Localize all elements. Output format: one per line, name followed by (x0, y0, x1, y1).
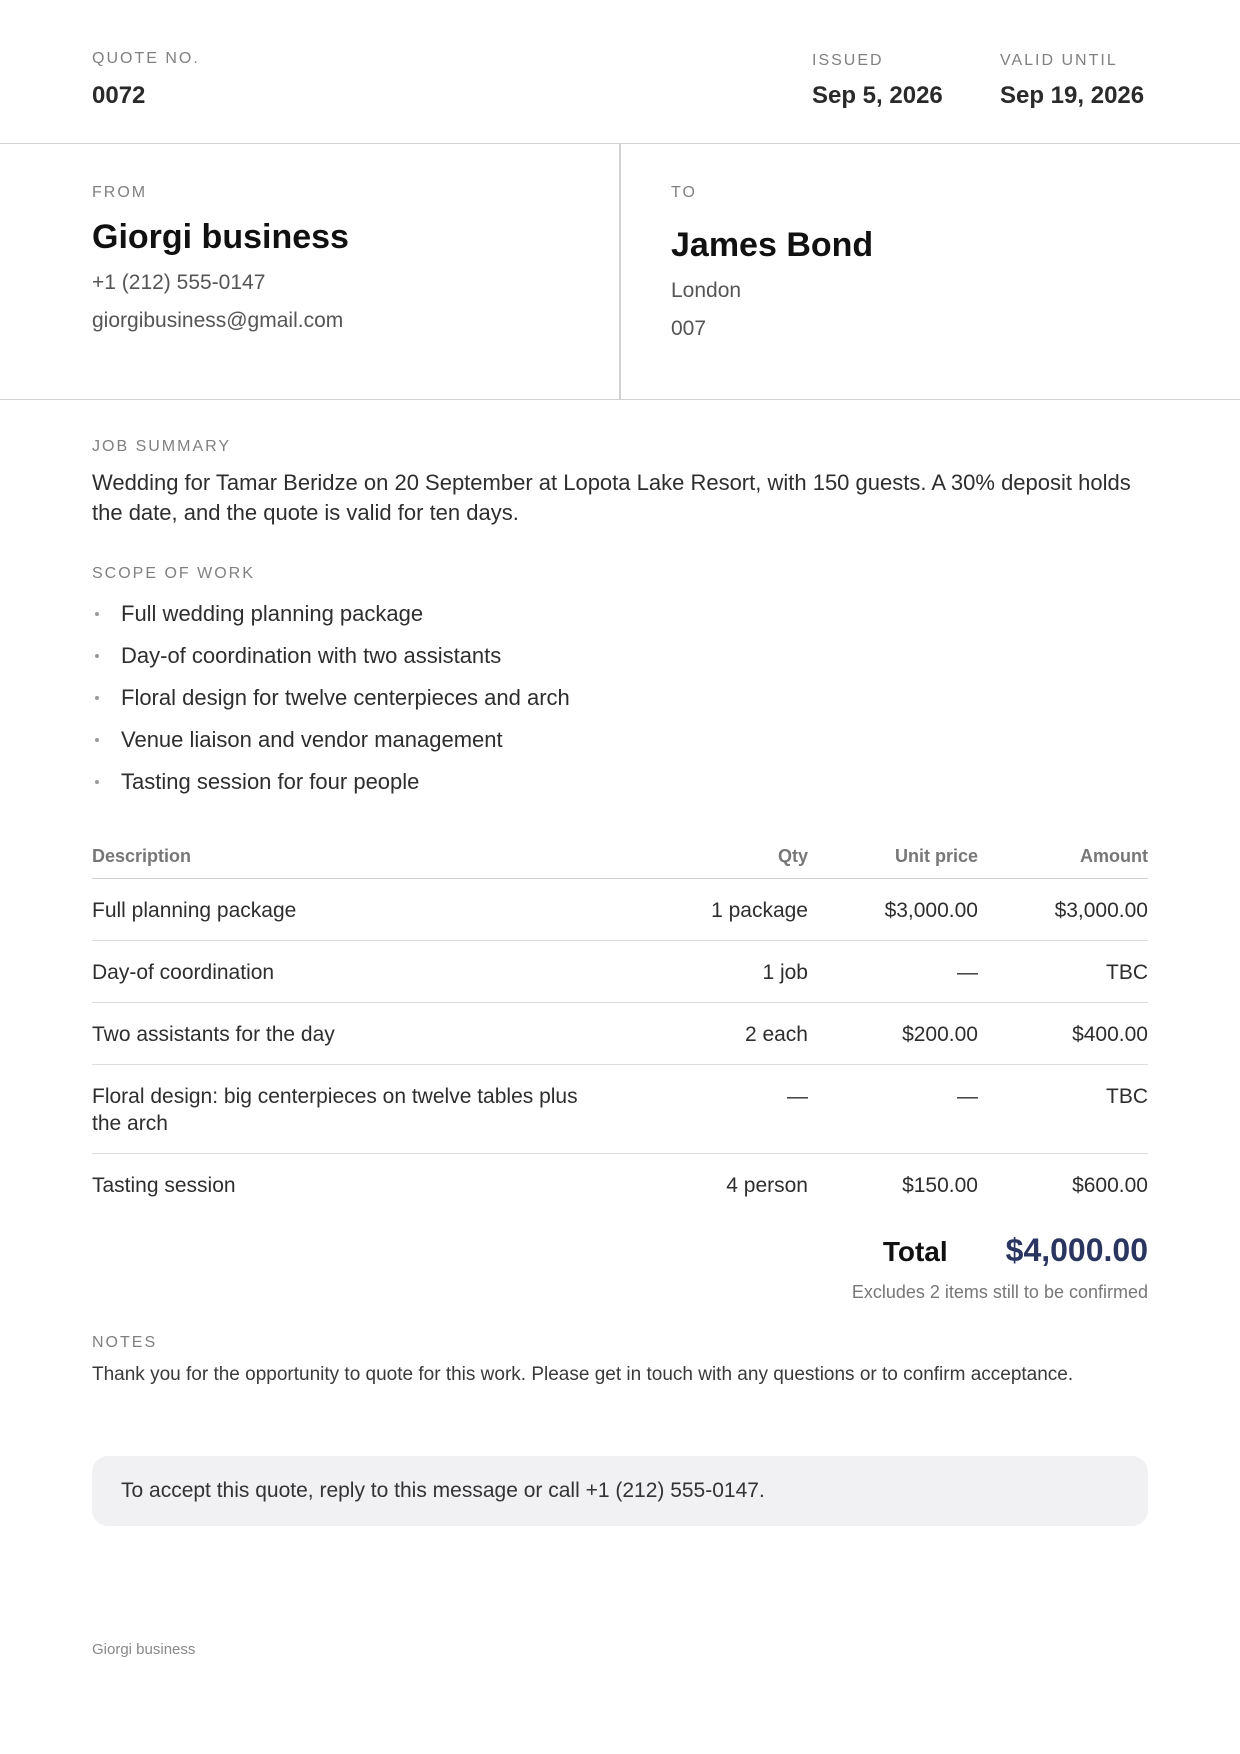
from-block (92, 184, 349, 333)
row-qty: 1 job (652, 940, 808, 1002)
scope-label: SCOPE OF WORK (92, 565, 255, 582)
row-amount: $600.00 (1072, 1173, 1148, 1197)
from-phone: +1 (212) 555-0147 (92, 271, 266, 294)
scope-item: Day-of coordination with two assistants (92, 635, 1148, 677)
line-items-table (92, 836, 1148, 1215)
parties-divider (619, 144, 621, 400)
total-note: Excludes 2 items still to be confirmed (851, 1282, 1148, 1302)
table-row (92, 878, 1148, 940)
scope-item: Tasting session for four people (92, 761, 1148, 803)
notes-label: NOTES (92, 1334, 158, 1351)
valid-until-date: Sep 19, 2026 (1000, 82, 1145, 109)
total-value: $4,000.00 (1005, 1232, 1148, 1268)
issued-label: ISSUED (812, 52, 884, 69)
scope-of-work (92, 565, 1148, 803)
header-unit-price: Unit price (808, 836, 978, 878)
parties-section (0, 144, 1240, 400)
job-summary-label: JOB SUMMARY (92, 438, 232, 455)
scope-list (92, 593, 1148, 803)
accept-instructions: To accept this quote, reply to this message or call +1 (212) 555-0147. (92, 1456, 1148, 1526)
quote-number-block (92, 50, 200, 110)
scope-item: Floral design for twelve centerpieces and arch (92, 677, 1148, 719)
header-description: Description (92, 836, 652, 878)
issued-date: Sep 5, 2026 (812, 82, 943, 109)
row-unit-price: $3,000.00 (808, 878, 978, 940)
scope-item: Venue liaison and vendor management (92, 719, 1148, 761)
valid-until-label: VALID UNTIL (1000, 52, 1118, 69)
to-reference: 007 (671, 317, 707, 340)
table-row (92, 1064, 1148, 1153)
header-qty: Qty (652, 836, 808, 878)
header-amount: Amount (978, 836, 1148, 878)
row-amount: $3,000.00 (978, 878, 1148, 940)
table-row (92, 940, 1148, 1002)
row-description: Full planning package (92, 878, 652, 940)
row-qty: — (652, 1064, 808, 1153)
from-label: FROM (92, 184, 148, 201)
from-name: Giorgi business (92, 218, 349, 256)
row-amount: TBC (978, 1064, 1148, 1153)
quote-header (0, 0, 1240, 144)
row-description: Floral design: big centerpieces on twelve tables plus the arch (92, 1064, 652, 1153)
row-qty: 4 person (726, 1173, 808, 1197)
job-summary-text: Wedding for Tamar Beridze on 20 September at Lopota Lake Resort, with 150 guests. A 30% deposit holds the date, and the quote is valid for ten days. (92, 470, 1131, 525)
row-qty: 2 each (652, 1002, 808, 1064)
job-summary (92, 438, 1148, 528)
row-amount: TBC (978, 940, 1148, 1002)
to-city: London (671, 279, 742, 302)
row-unit-price: $150.00 (902, 1173, 978, 1197)
row-unit-price: — (808, 940, 978, 1002)
table-row (92, 1002, 1148, 1064)
table-header-row (92, 836, 1148, 878)
total-row (883, 1232, 1148, 1269)
valid-until-block (1000, 52, 1144, 110)
to-block (671, 184, 873, 341)
row-description: Tasting session (92, 1173, 236, 1197)
total-label: Total (882, 1236, 948, 1267)
issued-block (812, 52, 943, 110)
row-description: Day-of coordination (92, 940, 652, 1002)
row-amount: $400.00 (978, 1002, 1148, 1064)
notes-text: Thank you for the opportunity to quote for this work. Please get in touch with any questions or to confirm acceptance. (92, 1364, 1074, 1385)
scope-item: Full wedding planning package (92, 593, 1148, 635)
row-description: Two assistants for the day (92, 1002, 652, 1064)
table-row (92, 1153, 1148, 1215)
footer-business-name: Giorgi business (92, 1641, 196, 1658)
to-name: James Bond (671, 226, 874, 264)
row-unit-price: — (808, 1064, 978, 1153)
quote-number-label: QUOTE NO. (92, 50, 200, 67)
from-email: giorgibusiness@gmail.com (92, 309, 344, 332)
notes-section (92, 1334, 1148, 1388)
row-qty: 1 package (652, 878, 808, 940)
row-unit-price: $200.00 (808, 1002, 978, 1064)
to-label: TO (671, 184, 697, 201)
quote-number: 0072 (92, 82, 146, 109)
